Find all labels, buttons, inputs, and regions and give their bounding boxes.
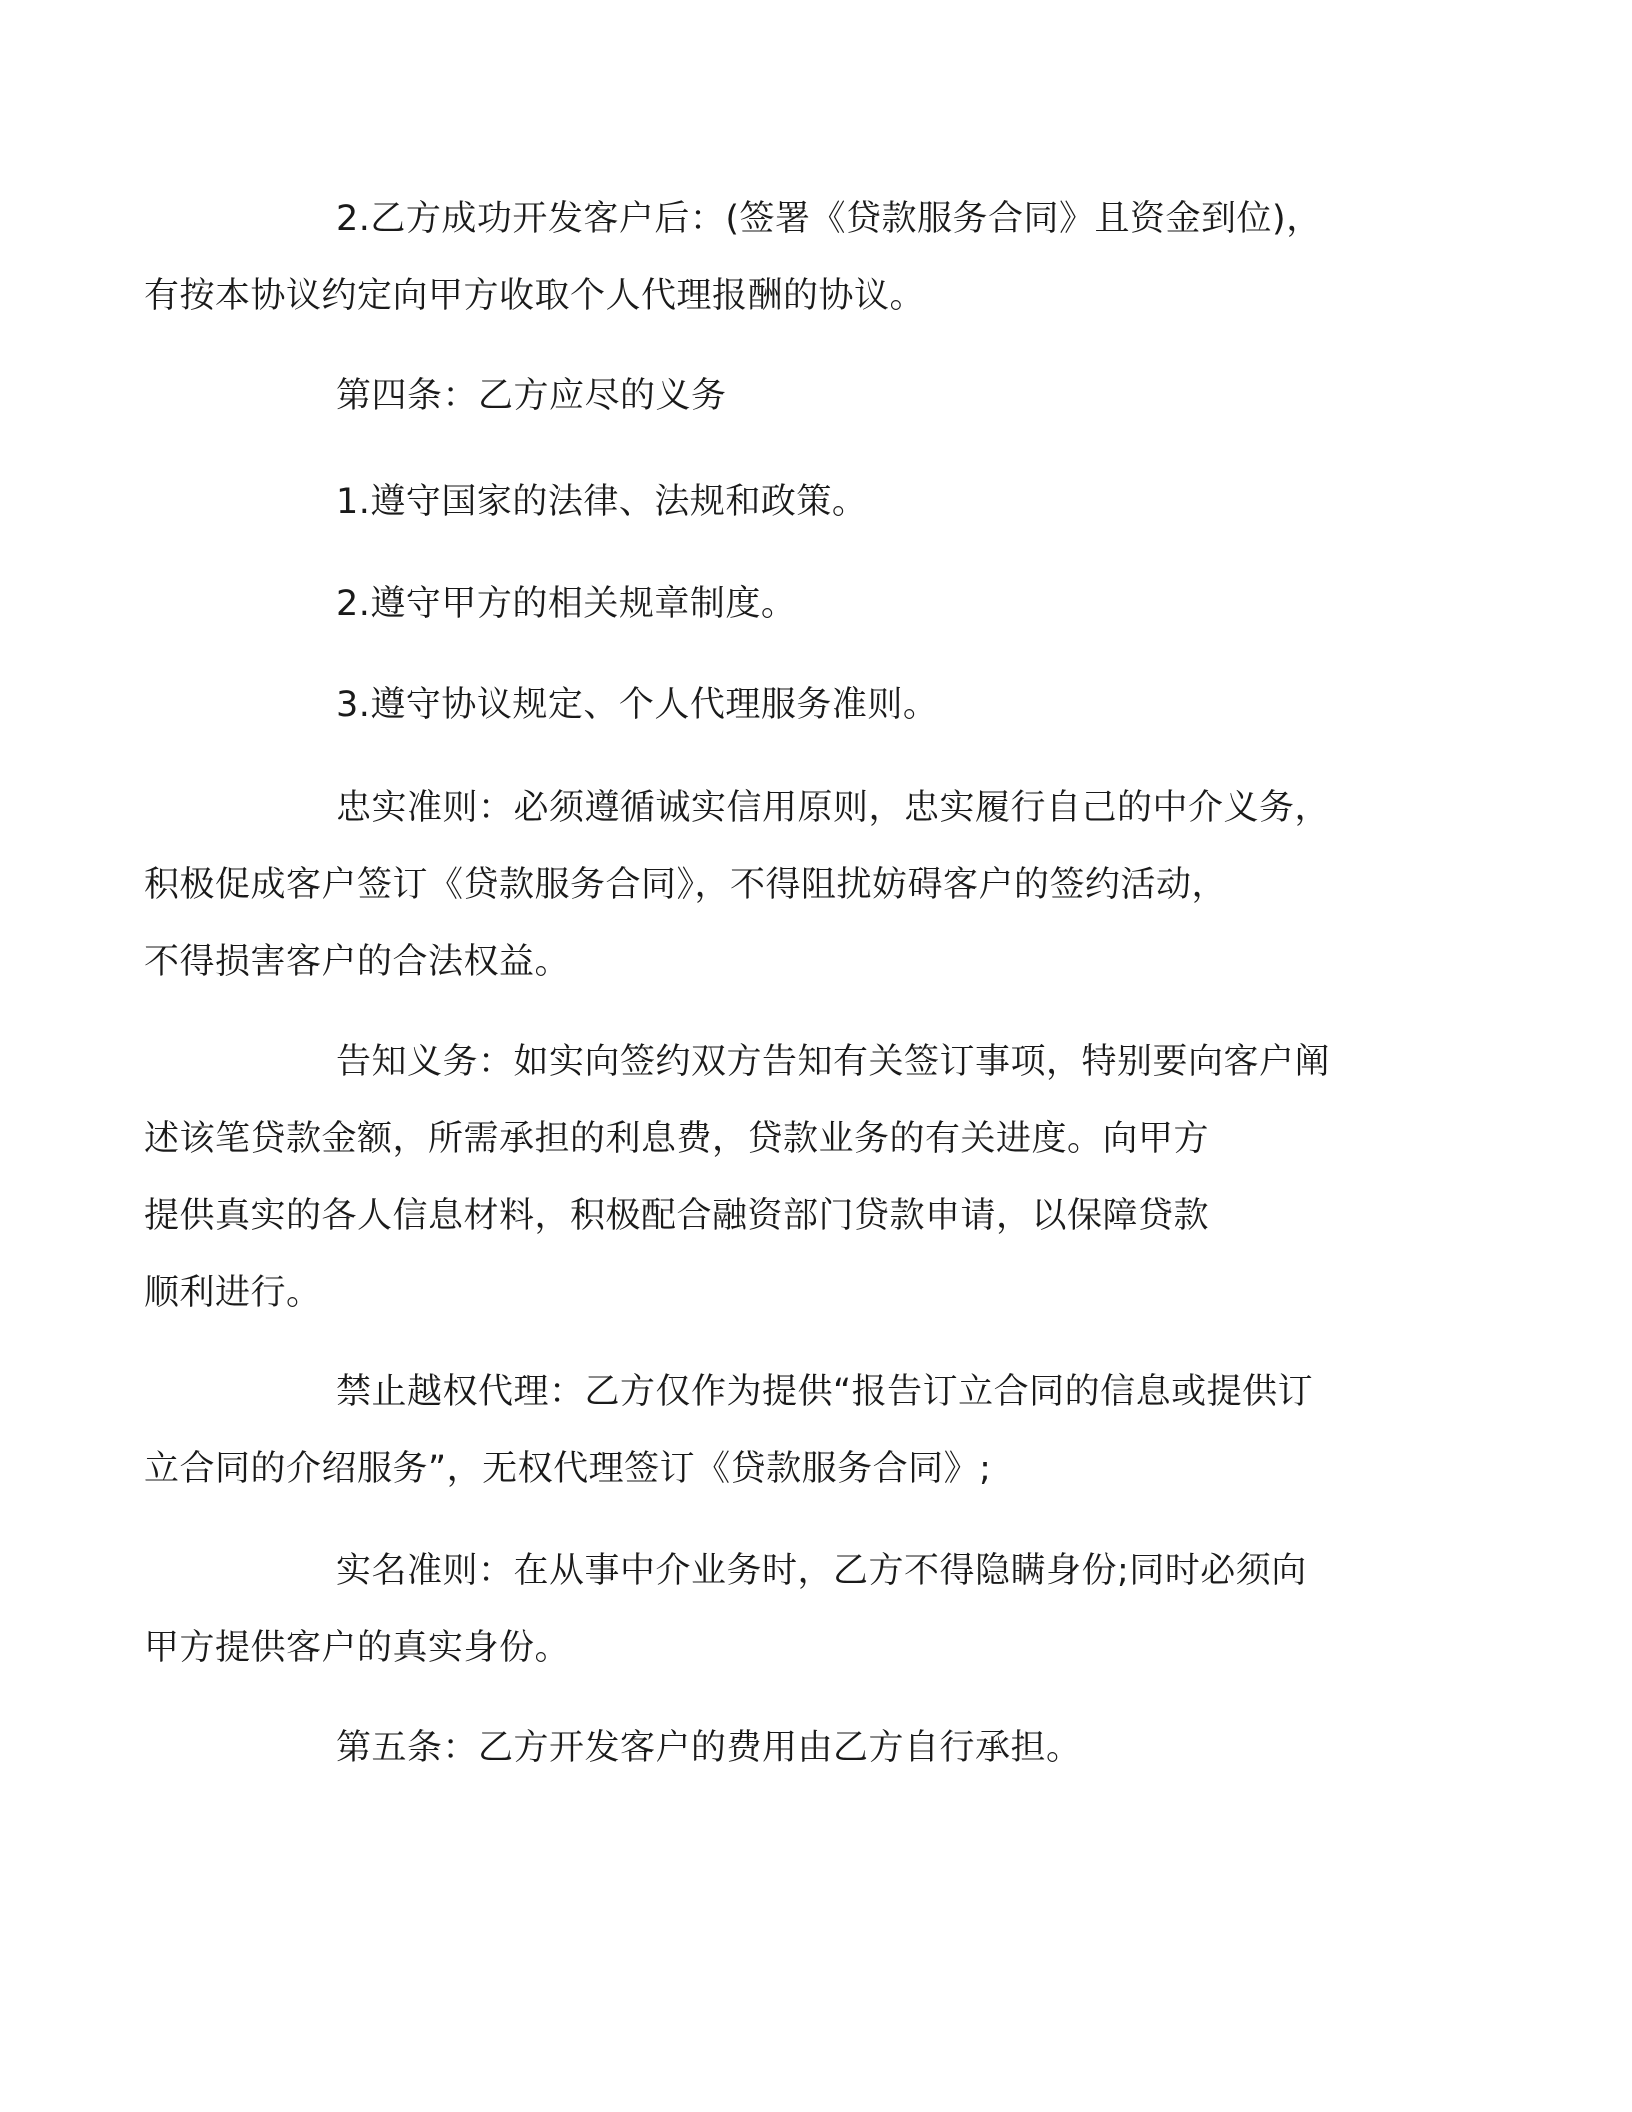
paragraph-real-name-principle (144, 1533, 1380, 1687)
text-line: 2.遵守甲方的相关规章制度。 (336, 584, 797, 624)
text-line: 第四条：乙方应尽的义务 (336, 376, 727, 416)
paragraph-no-unauthorized-agency (144, 1354, 1380, 1508)
obligation-item-3 (240, 667, 1380, 744)
paragraph-loyalty-principle (144, 770, 1380, 1001)
text-line: 第五条：乙方开发客户的费用由乙方自行承担。 (336, 1728, 1082, 1768)
text-line: 甲方提供客户的真实身份。 (144, 1628, 571, 1668)
text-line: 有按本协议约定向甲方收取个人代理报酬的协议。 (144, 276, 926, 316)
article-five-heading (240, 1710, 1380, 1787)
text-line: 3.遵守协议规定、个人代理服务准则。 (336, 685, 939, 725)
article-four-heading (240, 358, 1380, 435)
text-line: 积极促成客户签订《贷款服务合同》，不得阻扰妨碍客户的签约活动， (144, 865, 1228, 905)
text-line: 实名准则：在从事中介业务时，乙方不得隐瞒身份;同时必须向 (336, 1551, 1307, 1591)
text-line: 提供真实的各人信息材料，积极配合融资部门贷款申请，以保障贷款 (144, 1196, 1210, 1236)
text-line: 禁止越权代理：乙方仅作为提供“报告订立合同的信息或提供订 (336, 1372, 1314, 1412)
text-line: 忠实准则：必须遵循诚实信用原则，忠实履行自己的中介义务， (336, 788, 1331, 828)
paragraph-clause-2-rights (144, 181, 1380, 335)
text-line: 告知义务：如实向签约双方告知有关签订事项，特别要向客户阐 (336, 1042, 1331, 1082)
text-line: 顺利进行。 (144, 1273, 322, 1313)
text-line: 2.乙方成功开发客户后：(签署《贷款服务合同》且资金到位)， (336, 199, 1322, 239)
obligation-item-2 (240, 566, 1380, 643)
text-line: 述该笔贷款金额，所需承担的利息费，贷款业务的有关进度。向甲方 (144, 1119, 1210, 1159)
text-line: 1.遵守国家的法律、法规和政策。 (336, 482, 868, 522)
paragraph-disclosure-duty (144, 1024, 1380, 1332)
obligation-item-1 (240, 464, 1380, 541)
text-line: 不得损害客户的合法权益。 (144, 942, 571, 982)
text-line: 立合同的介绍服务”，无权代理签订《贷款服务合同》; (144, 1449, 992, 1489)
